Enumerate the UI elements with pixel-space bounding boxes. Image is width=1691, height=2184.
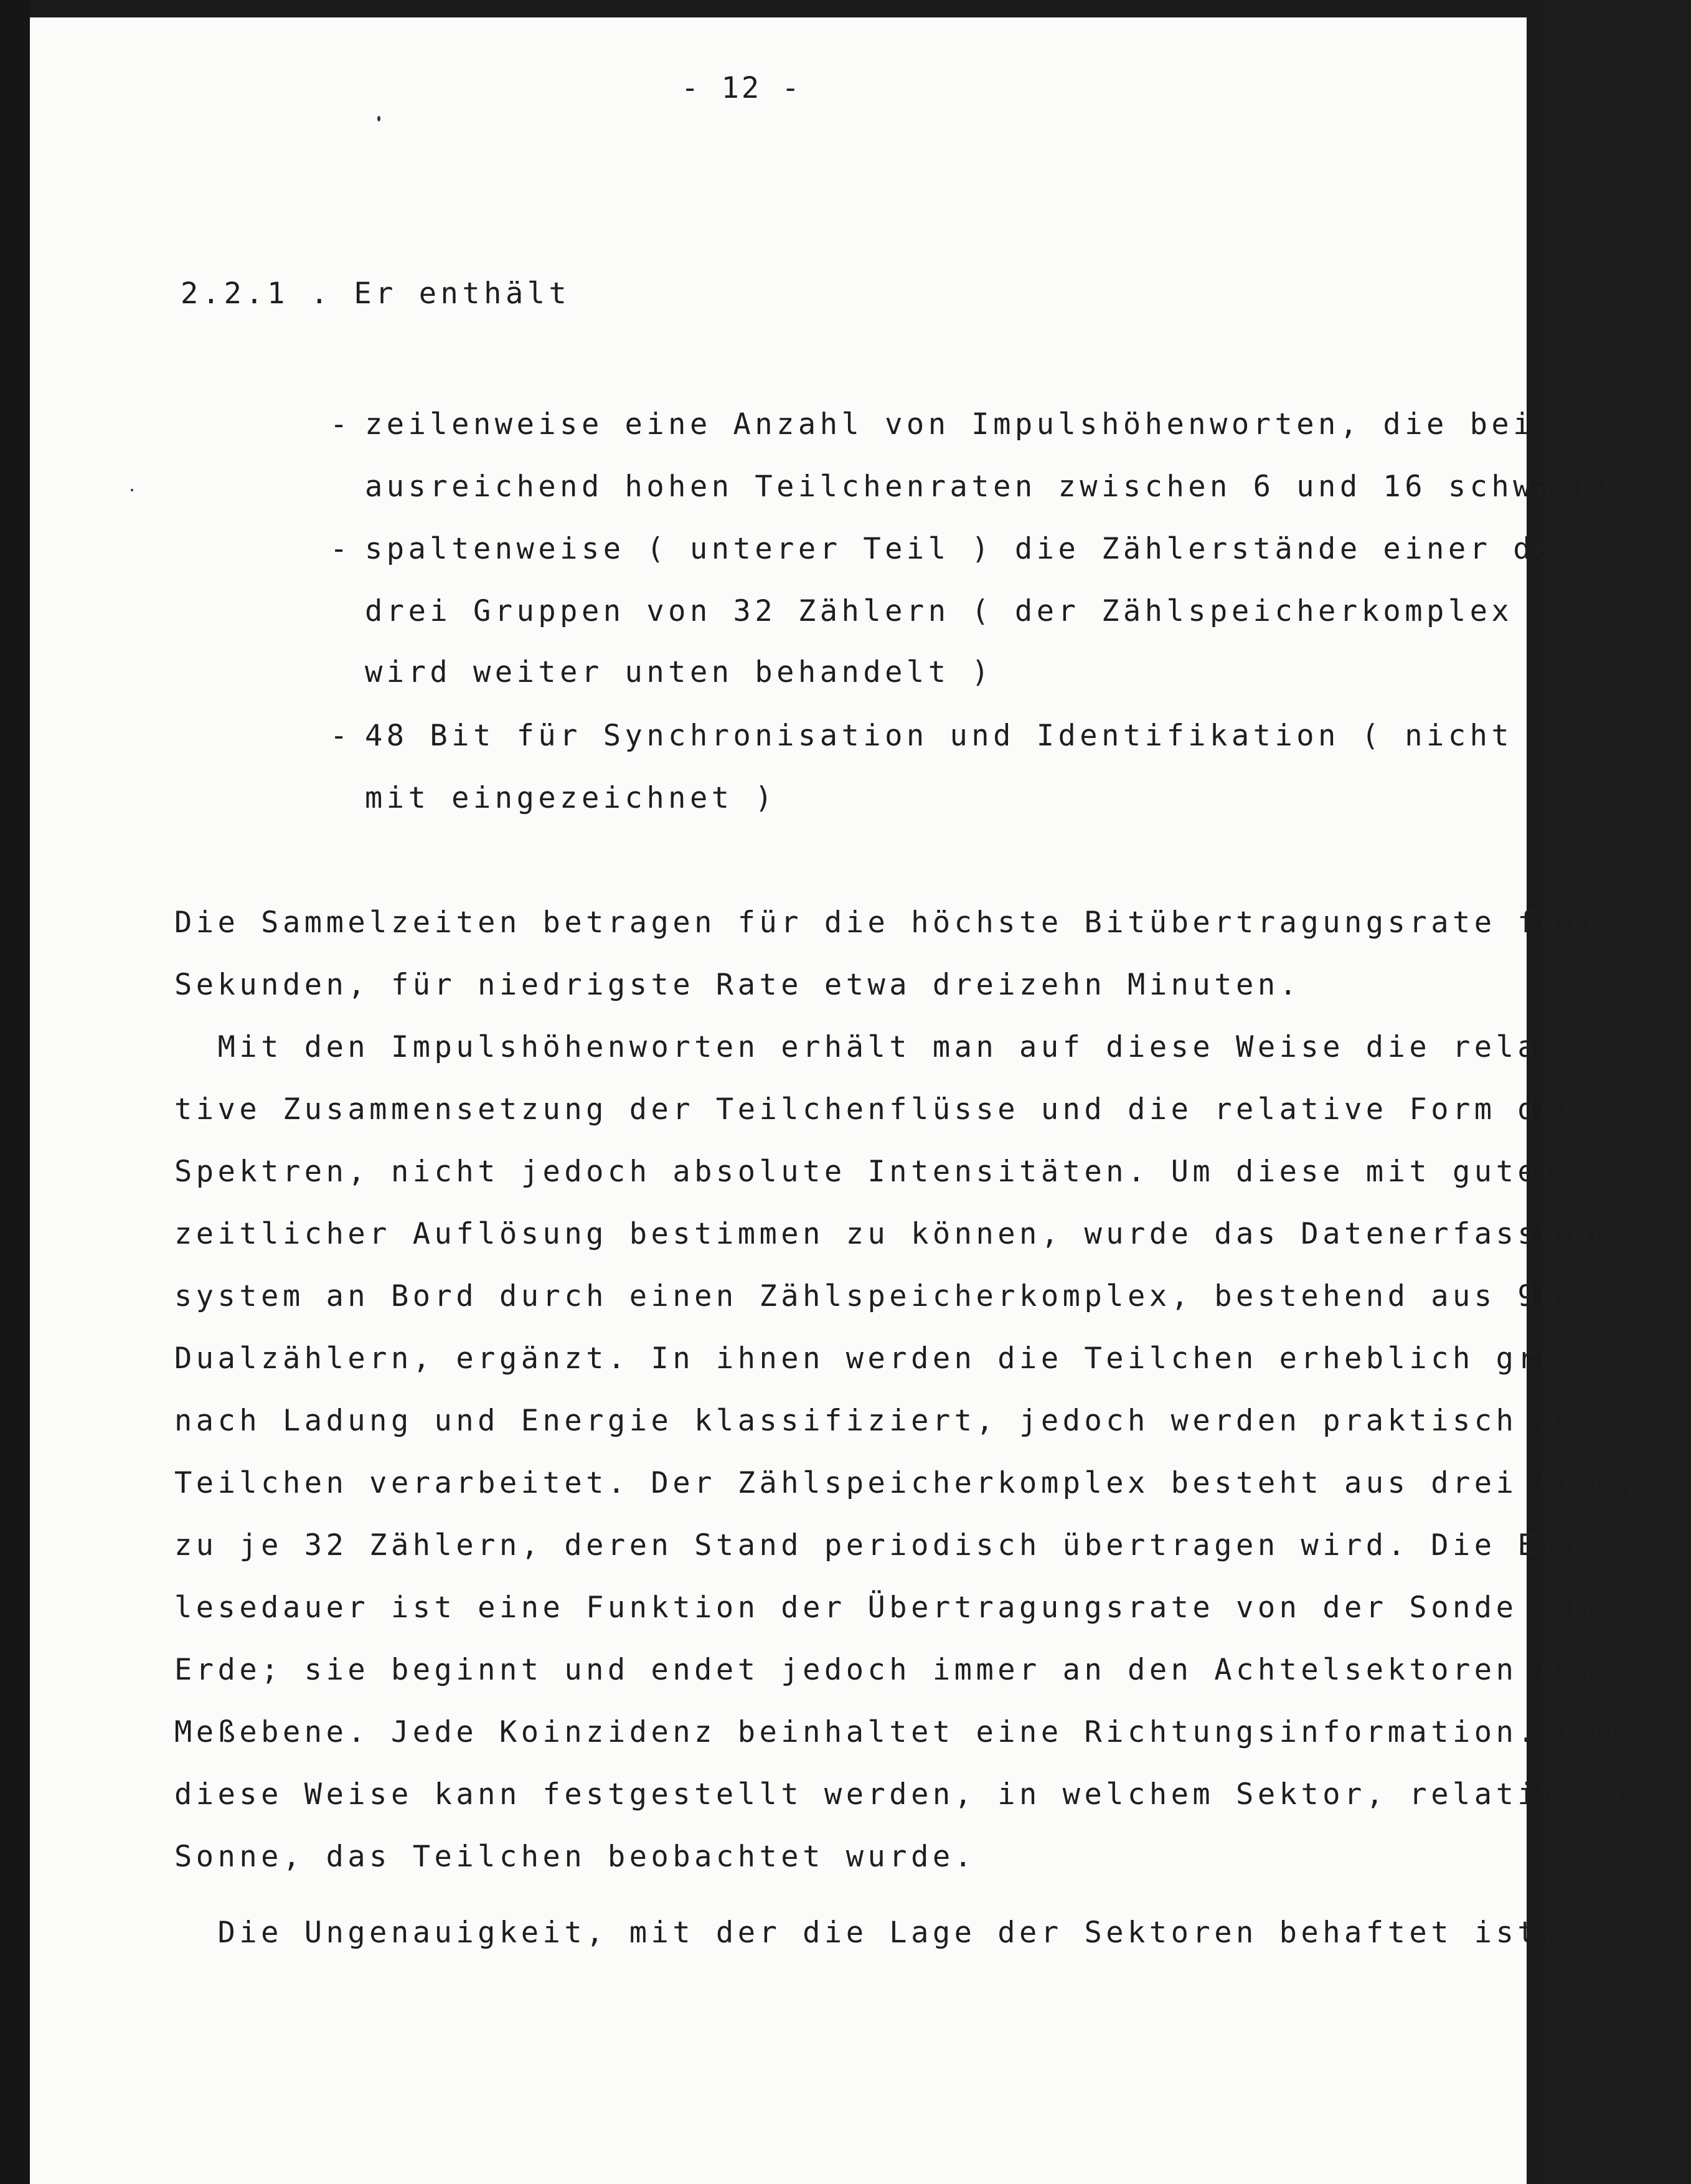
body-line-text: nach Ladung und Energie klassifiziert, jedoch werden praktisch: [174, 1404, 1540, 1438]
scan-border-top: [0, 0, 1544, 17]
body-line: Die Sammelzeiten betragen für die höchste Bitübertragungsrate fünf: [174, 905, 1604, 940]
body-line: zeitlicher Auflösung bestimmen zu können, wurde das Datenerfassungs-: [174, 1217, 1648, 1251]
body-line: zu je 32 Zählern, deren Stand periodisch übertragen wird. Die Ein-: [174, 1528, 1604, 1562]
body-line: [174, 1404, 1626, 1438]
list-item-line: drei Gruppen von 32 Zählern ( der Zählspeicherkomplex: [365, 594, 1514, 628]
document-page: [30, 17, 1691, 2184]
list-bullet: -: [330, 407, 352, 442]
list-bullet: -: [330, 532, 352, 566]
body-line: Teilchen verarbeitet. Der Zählspeicherkomplex besteht aus drei Gruppen: [174, 1466, 1691, 1500]
scan-border-left: [0, 0, 30, 2184]
list-item-line: spaltenweise ( unterer Teil ) die Zählerstände einer der: [365, 532, 1578, 566]
body-line: Erde; sie beginnt und endet jedoch immer an den Achtelsektoren der: [174, 1653, 1604, 1687]
body-line: Die Ungenauigkeit, mit der die Lage der Sektoren behaftet ist,: [174, 1916, 1561, 1950]
section-heading: 2.2.1 . Er enthält: [181, 277, 571, 311]
body-line: Mit den Impulshöhenworten erhält man auf diese Weise die rela-: [174, 1030, 1561, 1064]
body-line: Sekunden, für niedrigste Rate etwa dreizehn Minuten.: [174, 968, 1301, 1002]
scan-speck: [131, 489, 133, 491]
body-line: Dualzählern, ergänzt. In ihnen werden die Teilchen erheblich gröber: [174, 1341, 1626, 1376]
underlined-emphasis: alle: [1539, 1404, 1626, 1438]
body-line: diese Weise kann festgestellt werden, in welchem Sektor, relativ zur: [174, 1777, 1648, 1812]
scan-speck: [377, 116, 380, 121]
list-item-line: wird weiter unten behandelt ): [365, 655, 994, 689]
list-item-line: ausreichend hohen Teilchenraten zwischen 6 und 16 schwankt: [365, 470, 1622, 504]
body-line: Sonne, das Teilchen beobachtet wurde.: [174, 1840, 976, 1874]
list-item-line: zeilenweise eine Anzahl von Impulshöhenworten, die bei: [365, 407, 1535, 442]
body-line: Meßebene. Jede Koinzidenz beinhaltet eine Richtungsinformation. Auf: [174, 1715, 1626, 1749]
body-line: lesedauer ist eine Funktion der Übertragungsrate von der Sonde zur: [174, 1591, 1604, 1625]
body-line: tive Zusammensetzung der Teilchenflüsse und die relative Form der: [174, 1092, 1583, 1127]
list-item-line: mit eingezeichnet ): [365, 781, 777, 815]
page-number: - 12 -: [681, 71, 802, 105]
body-line: system an Bord durch einen Zählspeicherkomplex, bestehend aus 96: [174, 1279, 1561, 1313]
body-line: Spektren, nicht jedoch absolute Intensitäten. Um diese mit guter: [174, 1155, 1561, 1189]
list-bullet: -: [330, 719, 352, 753]
list-item-line: 48 Bit für Synchronisation und Identifikation ( nicht: [365, 719, 1514, 753]
